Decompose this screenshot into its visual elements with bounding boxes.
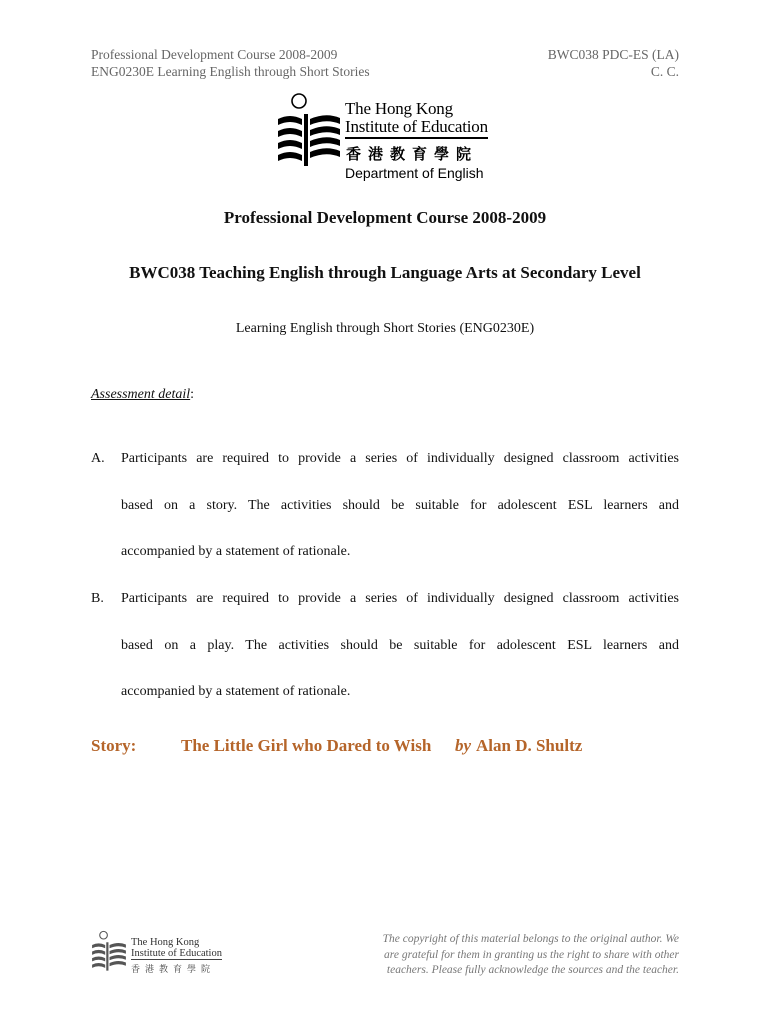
copyright-line: are grateful for them in granting us the right to share with other (384, 948, 679, 961)
story-title: The Little Girl who Dared to Wish (181, 736, 432, 755)
header-course-line: Professional Development Course 2008-2009 (91, 47, 338, 62)
header-unit-line: ENG0230E Learning English through Short Stories (91, 64, 370, 79)
item-line: Participants are required to provide a series of individually designed classroom activities (121, 591, 679, 606)
item-line: accompanied by a statement of rationale. (121, 544, 351, 559)
assessment-heading (91, 387, 194, 403)
item-line: Participants are required to provide a series of individually designed classroom activities (121, 451, 679, 466)
institute-name-line1: The Hong Kong (345, 99, 453, 118)
running-header-left (91, 46, 370, 80)
institute-name-line2: Institute of Education (345, 118, 488, 139)
institute-name (345, 100, 488, 139)
item-marker: B. (91, 591, 104, 606)
hkied-emblem-icon (276, 92, 342, 168)
footer-logo (91, 930, 231, 978)
copyright-line: The copyright of this material belongs to the original author. We (382, 933, 679, 945)
header-code-line: BWC038 PDC-ES (LA) (547, 47, 679, 62)
copyright-line: teachers. Please fully acknowledge the sources and the teacher. (386, 964, 679, 976)
item-marker: A. (91, 451, 105, 466)
story-author: Alan D. Shultz (476, 736, 583, 755)
institute-chinese-name: 香港教育學院 (346, 145, 479, 163)
course-title: Professional Development Course 2008-2009 (223, 208, 547, 227)
running-header-right (548, 46, 679, 80)
institute-logo (276, 92, 506, 184)
assessment-colon: : (190, 387, 195, 402)
assessment-label: Assessment detail (91, 387, 191, 402)
copyright-notice (339, 932, 679, 979)
footer-institute-name (131, 937, 222, 960)
header-initials-line: C. C. (650, 64, 679, 79)
module-title: BWC038 Teaching English through Language Arts at Secondary Level (129, 263, 641, 282)
item-line: based on a story. The activities should be suitable for adolescent ESL learners and (121, 498, 679, 513)
department-name: Department of English (345, 165, 484, 181)
item-line: accompanied by a statement of rationale. (121, 684, 351, 699)
story-by: by (455, 736, 472, 755)
footer-institute-line1: The Hong Kong (131, 937, 200, 948)
item-line: based on a play. The activities should be suitable for adolescent ESL learners and (121, 638, 679, 653)
unit-title: Learning English through Short Stories (ENG0230E) (235, 321, 535, 336)
footer-chinese-name: 香港教育學院 (131, 965, 216, 975)
hkied-emblem-small-icon (91, 930, 127, 972)
footer-institute-line2: Institute of Education (131, 948, 222, 959)
story-label: Story: (91, 736, 137, 755)
